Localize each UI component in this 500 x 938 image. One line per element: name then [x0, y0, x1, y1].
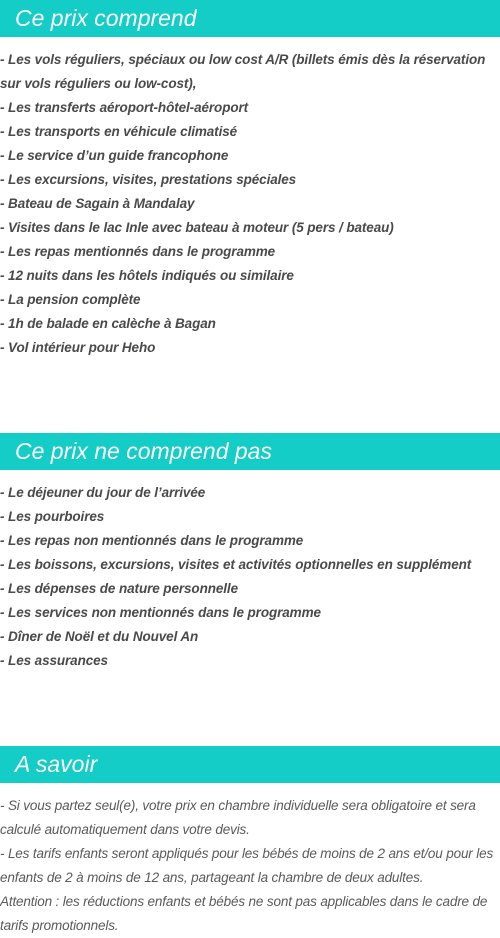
- list-item: - Les services non mentionnés dans le programme: [0, 605, 321, 620]
- excluded-list: [0, 481, 500, 673]
- list-item: - Les excursions, visites, prestations spéciales: [0, 172, 297, 187]
- info-text: [0, 794, 500, 938]
- list-item: - Les repas mentionnés dans le programme: [0, 244, 276, 259]
- list-item: - Les transports en véhicule climatisé: [0, 124, 238, 139]
- list-item: - Les vols réguliers, spéciaux ou low cost A/R (billets émis dès la réservation sur vols réguliers ou low-cost),: [0, 52, 486, 91]
- list-item: - 1h de balade en calèche à Bagan: [0, 316, 216, 331]
- info-paragraph: - Si vous partez seul(e), votre prix en chambre individuelle sera obligatoire et sera calculé automatiquement dans votre devis.: [0, 798, 476, 837]
- included-list: [0, 48, 500, 360]
- section-header-excluded: Ce prix ne comprend pas: [0, 433, 500, 470]
- section-header-info: A savoir: [0, 746, 500, 783]
- list-item: - Les pourboires: [0, 509, 105, 524]
- list-item: - Les transferts aéroport-hôtel-aéroport: [0, 100, 249, 115]
- info-paragraph: - Les tarifs enfants seront appliqués pour les bébés de moins de 2 ans et/ou pour les enfants de 2 à moins de 12 ans, partageant la chambre de deux adultes.: [0, 846, 494, 885]
- list-item: - Vol intérieur pour Heho: [0, 340, 156, 355]
- list-item: - Le service d’un guide francophone: [0, 148, 229, 163]
- list-item: - Les dépenses de nature personnelle: [0, 581, 238, 596]
- section-header-included: Ce prix comprend: [0, 0, 500, 37]
- list-item: - Le déjeuner du jour de l’arrivée: [0, 485, 206, 500]
- list-item: - Les boissons, excursions, visites et activités optionnelles en supplément: [0, 557, 472, 572]
- list-item: - Visites dans le lac Inle avec bateau à moteur (5 pers / bateau): [0, 220, 394, 235]
- list-item: - 12 nuits dans les hôtels indiqués ou similaire: [0, 268, 294, 283]
- info-paragraph: Attention : les réductions enfants et bébés ne sont pas applicables dans le cadre de tarifs promotionnels.: [0, 894, 488, 933]
- list-item: - Dîner de Noël et du Nouvel An: [0, 629, 199, 644]
- list-item: - Bateau de Sagain à Mandalay: [0, 196, 195, 211]
- list-item: - La pension complète: [0, 292, 141, 307]
- list-item: - Les repas non mentionnés dans le programme: [0, 533, 304, 548]
- list-item: - Les assurances: [0, 653, 108, 668]
